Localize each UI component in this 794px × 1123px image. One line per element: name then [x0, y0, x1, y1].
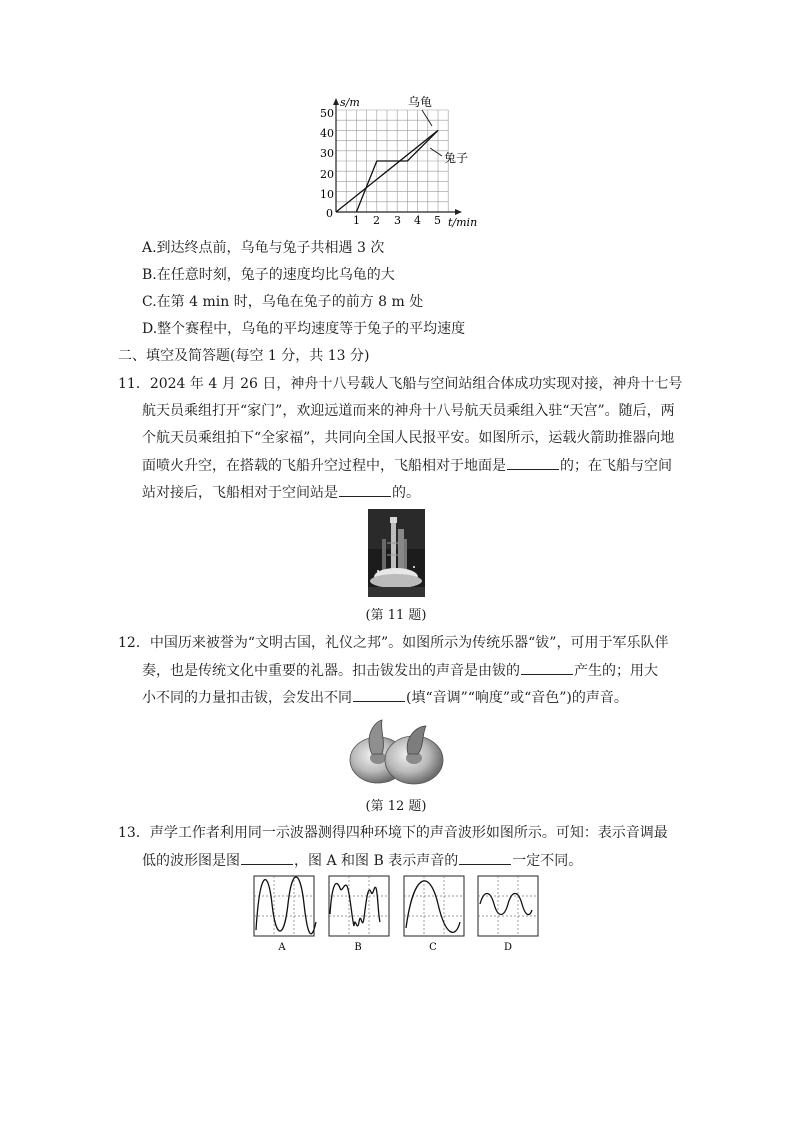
q10-option-a: A.到达终点前，乌龟与兔子共相遇 3 次 [142, 240, 385, 256]
waveform-c [406, 881, 460, 932]
q11-line-5a: 站对接后，飞船相对于空间站是 [142, 485, 338, 501]
y-tick-40: 40 [320, 127, 334, 140]
q11-line-4 [142, 455, 672, 476]
q11-line-5 [142, 482, 420, 503]
q12-line-3 [142, 687, 628, 708]
x-tick-3: 3 [394, 214, 401, 227]
y-tick-20: 20 [320, 168, 334, 181]
q11-blank-1[interactable] [507, 455, 559, 470]
waveform-label-d: D [503, 942, 513, 953]
q10-option-c: C.在第 4 min 时，乌龟在兔子的前方 8 m 处 [142, 294, 424, 310]
y-axis-arrow [333, 98, 339, 105]
x-tick-5: 5 [434, 214, 441, 227]
q11-blank-2[interactable] [339, 482, 391, 497]
q13-blank-1[interactable] [241, 850, 293, 865]
q13-line-1: 13．声学工作者利用同一示波器测得四种环境下的声音波形如图所示。可知：表示音调最 [118, 825, 668, 841]
q10-option-d: D.整个赛程中，乌龟的平均速度等于兔子的平均速度 [142, 321, 466, 337]
q12-line-3b: (填“音调”“响度”或“音色”)的声音。 [406, 690, 628, 706]
waveform-label-c: C [429, 942, 437, 953]
label-tortoise: 乌龟 [408, 95, 433, 109]
x-axis-arrow [455, 209, 462, 215]
q11-line-5b: 的。 [392, 485, 420, 501]
q12-line-1: 12．中国历来被誉为“文明古国，礼仪之邦”。如图所示为传统乐器“钹”，可用于军乐队伴 [118, 635, 669, 651]
waveform-label-a: A [278, 942, 286, 953]
waveform-label-b: B [354, 942, 362, 953]
x-tick-2: 2 [373, 214, 380, 227]
q12-caption: (第 12 题) [365, 799, 427, 814]
pointer-tortoise [422, 110, 432, 126]
label-rabbit: 兔子 [444, 151, 469, 165]
x-tick-4: 4 [414, 214, 421, 227]
q11-line-4b: 的；在飞船与空间 [560, 458, 672, 474]
rocket-launch-photo [368, 509, 425, 597]
y-tick-10: 10 [320, 188, 334, 201]
waveform-d [480, 894, 532, 915]
q13-line-2 [142, 850, 582, 871]
q11-line-4a: 面喷火升空，在搭载的飞船升空过程中，飞船相对于地面是 [142, 458, 506, 474]
q13-line-2b: ，图 A 和图 B 表示声音的 [294, 853, 459, 869]
q12-line-2 [142, 660, 658, 681]
waveform-a [256, 877, 316, 934]
x-axis-label: t/min [448, 216, 478, 229]
waveform-box-c [404, 876, 464, 936]
q11-line-2: 航天员乘组打开“家门”，欢迎远道而来的神舟十八号航天员乘组入驻“天宫”。随后，两 [142, 403, 675, 419]
st-graph [318, 92, 478, 232]
section-2-heading: 二、填空及简答题(每空 1 分，共 13 分) [118, 348, 370, 364]
x-tick-1: 1 [353, 214, 360, 227]
q12-blank-1[interactable] [521, 660, 573, 675]
q13-line-2c: 一定不同。 [512, 853, 583, 869]
q13-line-2a: 低的波形图是图 [142, 853, 240, 869]
y-tick-30: 30 [320, 147, 334, 160]
q11-line-1: 11．2024 年 4 月 26 日，神舟十八号载人飞船与空间站组合体成功实现对接，神舟十七号 [118, 376, 683, 392]
q12-line-2b: 产生的；用大 [574, 663, 658, 679]
y-tick-50: 50 [320, 107, 334, 120]
cymbals-picture [346, 716, 448, 786]
origin-label: 0 [326, 207, 333, 220]
q13-blank-2[interactable] [459, 850, 511, 865]
q10-option-b: B.在任意时刻，兔子的速度均比乌龟的大 [142, 267, 395, 283]
waveforms-figure [252, 874, 542, 954]
pointer-rabbit [430, 148, 442, 156]
q12-line-2a: 奏，也是传统文化中重要的礼器。扣击钹发出的声音是由钹的 [142, 663, 520, 679]
waveform-b [330, 884, 380, 926]
q12-line-3a: 小不同的力量扣击钹，会发出不同 [142, 690, 352, 706]
q12-blank-2[interactable] [353, 687, 405, 702]
y-axis-label: s/m [340, 96, 360, 109]
q11-caption: (第 11 题) [365, 608, 427, 623]
q11-line-3: 个航天员乘组拍下“全家福”，共同向全国人民报平安。如图所示，运载火箭助推器向地 [142, 430, 675, 446]
